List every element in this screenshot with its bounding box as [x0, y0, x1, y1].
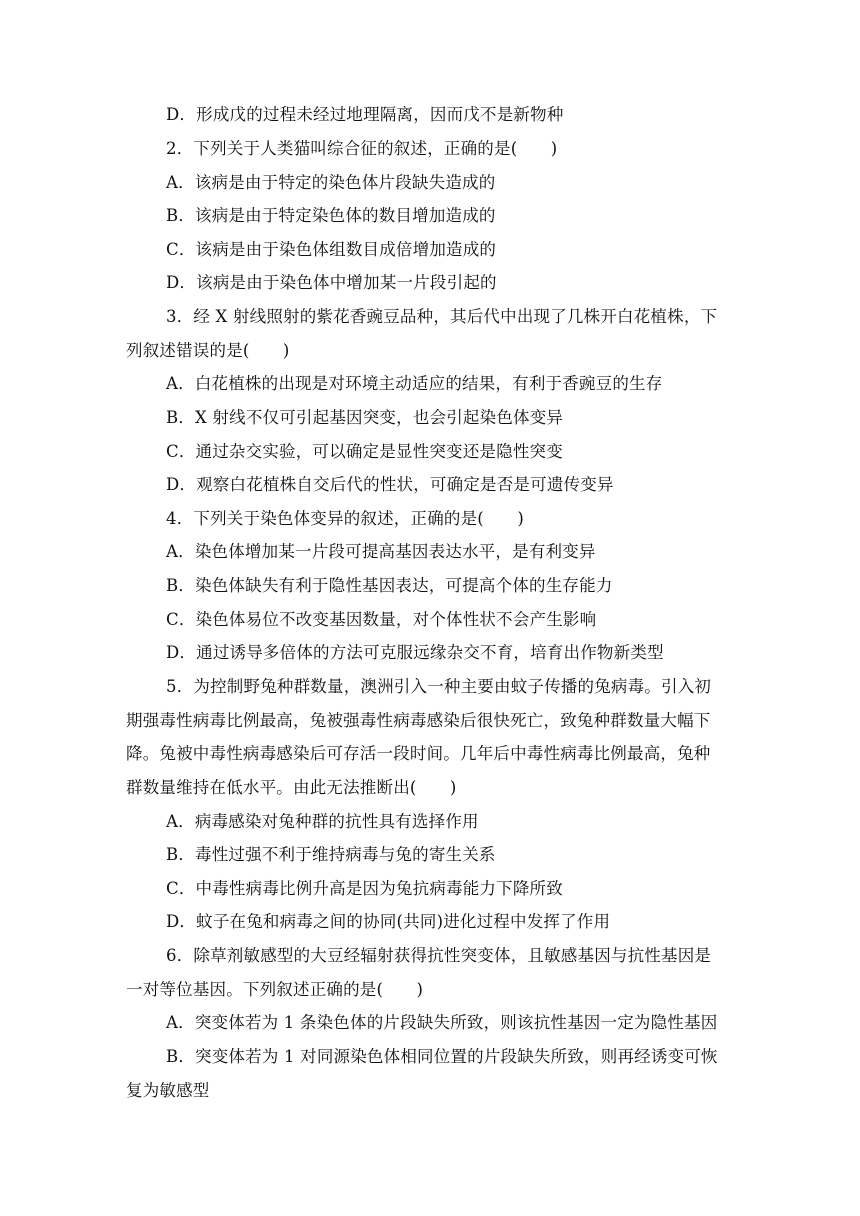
q3-option-c: C．通过杂交实验，可以确定是显性突变还是隐性突变: [166, 442, 563, 461]
q3-stem-line-1: 3．经 X 射线照射的紫花香豌豆品种，其后代中出现了几株开白花植株，下: [166, 307, 718, 326]
q4-option-d: D．通过诱导多倍体的方法可克服远缘杂交不育，培育出作物新类型: [166, 643, 664, 662]
q5-stem-line-4: 群数量维持在低水平。由此无法推断出( ): [126, 778, 457, 797]
q2-option-a: A．该病是由于特定的染色体片段缺失造成的: [166, 173, 496, 192]
q6-option-b-line-1: B．突变体若为 1 对同源染色体相同位置的片段缺失所致，则再经诱变可恢: [166, 1047, 718, 1066]
q6-option-b-line-2: 复为敏感型: [126, 1081, 210, 1100]
q4-stem: 4．下列关于染色体变异的叙述，正确的是( ): [166, 509, 524, 528]
q5-option-a: A．病毒感染对兔种群的抗性具有选择作用: [166, 812, 479, 831]
q4-option-a: A．染色体增加某一片段可提高基因表达水平，是有利变异: [166, 542, 596, 561]
q2-option-c: C．该病是由于染色体组数目成倍增加造成的: [166, 240, 497, 259]
q6-stem-line-2: 一对等位基因。下列叙述正确的是( ): [126, 980, 424, 999]
q6-option-a: A．突变体若为 1 条染色体的片段缺失所致，则该抗性基因一定为隐性基因: [166, 1013, 718, 1032]
q4-option-c: C．染色体易位不改变基因数量，对个体性状不会产生影响: [166, 610, 597, 629]
q5-stem-line-1: 5．为控制野兔种群数量，澳洲引入一种主要由蚊子传播的兔病毒。引入初: [166, 677, 712, 696]
q1-option-d: D．形成戊的过程未经过地理隔离，因而戊不是新物种: [166, 105, 564, 124]
q4-option-b: B．染色体缺失有利于隐性基因表达，可提高个体的生存能力: [166, 576, 613, 595]
q5-option-d: D．蚊子在兔和病毒之间的协同(共同)进化过程中发挥了作用: [166, 912, 611, 931]
q3-option-a: A．白花植株的出现是对环境主动适应的结果，有利于香豌豆的生存: [166, 374, 663, 393]
q3-option-d: D．观察白花植株自交后代的性状，可确定是否是可遗传变异: [166, 475, 614, 494]
q5-stem-line-2: 期强毒性病毒比例最高，兔被强毒性病毒感染后很快死亡，致兔种群数量大幅下: [126, 711, 711, 730]
q6-stem-line-1: 6．除草剂敏感型的大豆经辐射获得抗性突变体，且敏感基因与抗性基因是: [166, 946, 712, 965]
q3-option-b: B．X 射线不仅可引起基因突变，也会引起染色体变异: [166, 408, 564, 427]
q5-stem-line-3: 降。兔被中毒性病毒感染后可存活一段时间。几年后中毒性病毒比例最高，兔种: [126, 744, 711, 763]
q2-stem: 2．下列关于人类猫叫综合征的叙述，正确的是( ): [166, 139, 558, 158]
q3-stem-line-2: 列叙述错误的是( ): [126, 341, 290, 360]
q5-option-c: C．中毒性病毒比例升高是因为兔抗病毒能力下降所致: [166, 879, 563, 898]
q5-option-b: B．毒性过强不利于维持病毒与兔的寄生关系: [166, 845, 496, 864]
q2-option-b: B．该病是由于特定染色体的数目增加造成的: [166, 206, 496, 225]
q2-option-d: D．该病是由于染色体中增加某一片段引起的: [166, 273, 497, 292]
